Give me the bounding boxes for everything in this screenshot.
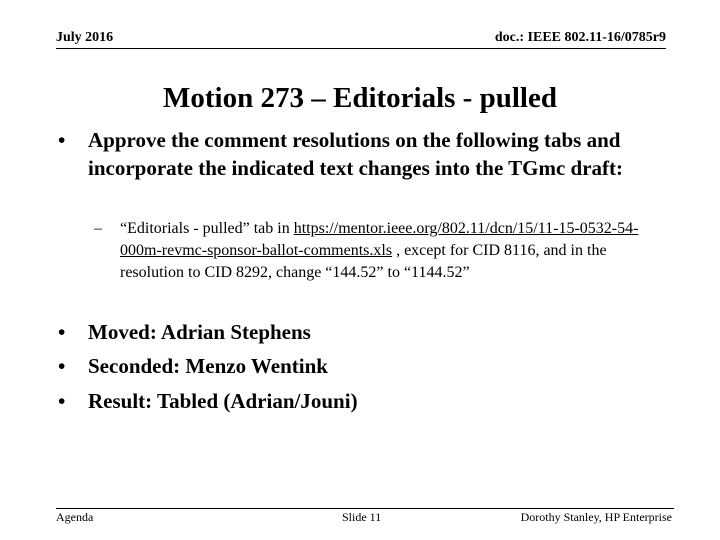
footer-author: Dorothy Stanley, HP Enterprise [520, 510, 672, 524]
moved-text: Moved: Adrian Stephens [88, 320, 311, 344]
header-divider [56, 48, 666, 49]
footer-divider [56, 508, 674, 509]
bullet-icon: • [58, 354, 66, 378]
header-date: July 2016 [56, 30, 114, 45]
sub-bullet-prefix: “Editorials - pulled” tab in [120, 220, 294, 237]
result-item-seconded [58, 351, 658, 381]
result-item-moved [58, 317, 658, 347]
footer-slide-number: Slide 11 [342, 510, 382, 524]
slide-title: Motion 273 – Editorials - pulled [163, 82, 557, 114]
bullet-icon: • [58, 389, 66, 413]
bullet-icon: • [58, 320, 66, 344]
result-item-result [58, 386, 658, 416]
main-bullet [58, 126, 678, 182]
bullet-icon: • [58, 128, 66, 152]
footer-agenda: Agenda [56, 510, 94, 524]
sub-bullet-suffix: , except for CID 8116, and in the resolution to CID 8292, change “144.52” to “1144.52” [120, 242, 607, 281]
header-doc-id: doc.: IEEE 802.11-16/0785r9 [494, 30, 666, 45]
main-bullet-text: Approve the comment resolutions on the following tabs and incorporate the indicated text changes into the TGmc draft: [88, 128, 624, 180]
seconded-text: Seconded: Menzo Wentink [88, 354, 328, 378]
result-text: Result: Tabled (Adrian/Jouni) [88, 389, 358, 413]
sub-bullet-body [94, 218, 664, 284]
sub-bullet [94, 218, 664, 284]
comments-spreadsheet-link[interactable]: https://mentor.ieee.org/802.11/dcn/15/11-15-0532-54-000m-revmc-sponsor-ballot-comments.xls [120, 220, 639, 259]
dash-icon: – [94, 220, 102, 237]
